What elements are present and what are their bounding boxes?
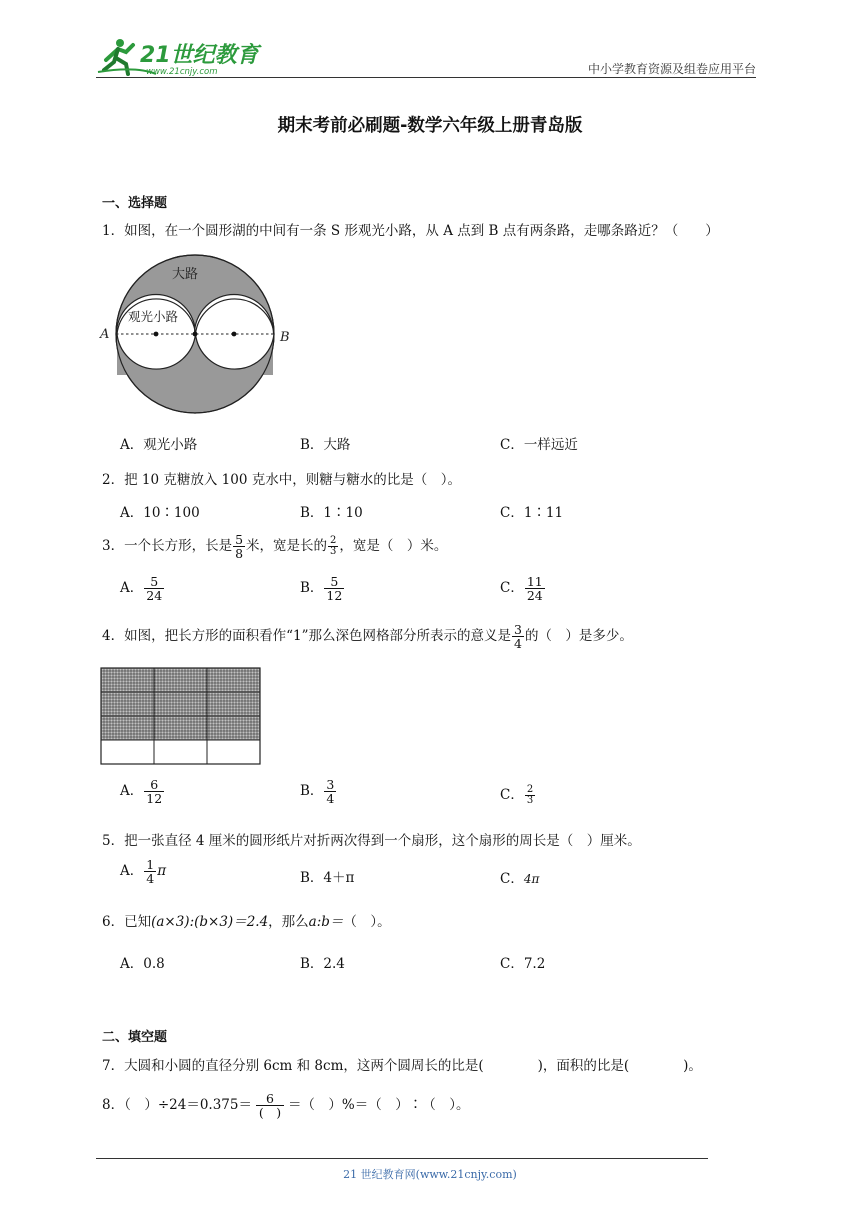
question-8: 8．（ ）÷24＝0.375＝ $\frac{6}{( )}$ ＝（ ）%＝（ ）∶（ ）。: [102, 1091, 470, 1121]
q4-option-a[interactable]: A． $\frac{6}{12}$: [120, 777, 163, 807]
fraction-six-over-blank: $\frac{6}{( )}$: [256, 1092, 284, 1119]
q2-option-b[interactable]: B．1∶10: [300, 505, 363, 521]
q3-option-b[interactable]: B． $\frac{5}{12}$: [300, 574, 343, 604]
q1-option-a[interactable]: A．观光小路: [120, 437, 198, 453]
fraction-ratio: $\frac{2}{3}$: [330, 534, 337, 558]
q3-option-a[interactable]: A． $\frac{5}{24}$: [120, 574, 163, 604]
footer-divider: [96, 1158, 708, 1159]
question-6: 6．已知(a×3):(b×3)＝2.4，那么a:b＝（ ）。: [102, 914, 391, 930]
runner-logo-icon: [96, 36, 266, 78]
question-4-grid-figure: [100, 667, 262, 766]
q1-option-b[interactable]: B．大路: [300, 437, 351, 453]
q6-option-c[interactable]: C．7.2: [500, 956, 546, 972]
q6-option-a[interactable]: A．0.8: [120, 956, 165, 972]
question-1-figure: [96, 250, 306, 418]
fraction-length: $\frac{5}{8}$: [235, 532, 244, 562]
question-4: 4．如图，把长方形的面积看作“1”那么深色网格部分所表示的意义是 $\frac{3}{4}$ 的（ ）是多少。: [102, 622, 633, 652]
section-heading-choice: 一、选择题: [102, 196, 168, 211]
q2-option-a[interactable]: A．10∶100: [120, 505, 200, 521]
label-point-a: A: [100, 327, 110, 342]
label-point-b: B: [280, 330, 290, 345]
q1-option-c[interactable]: C．一样远近: [500, 437, 578, 453]
page-title: 期末考前必刷题-数学六年级上册青岛版: [277, 116, 583, 136]
header-divider: [96, 77, 756, 78]
q5-option-b[interactable]: B．4＋π: [300, 870, 355, 886]
q3-option-c[interactable]: C． $\frac{11}{24}$: [500, 574, 543, 604]
section-heading-fill: 二、填空题: [102, 1030, 168, 1045]
logo: [96, 36, 266, 78]
q4-option-b[interactable]: B． $\frac{3}{4}$: [300, 777, 335, 807]
q4-option-c[interactable]: C． $\frac{2}{3}$: [500, 783, 534, 806]
shaded-region: [101, 668, 260, 740]
platform-name: 中小学教育资源及组卷应用平台: [587, 62, 756, 76]
svg-text:21世纪教育: 21世纪教育: [140, 43, 259, 68]
question-7: 7．大圆和小圆的直径分别 6cm 和 8cm，这两个圆周长的比是( )，面积的比是( )。: [102, 1058, 702, 1074]
expression-ab: a:b＝: [308, 914, 344, 930]
q5-option-c[interactable]: C．4π: [500, 871, 540, 887]
question-1: 1．如图，在一个圆形湖的中间有一条 S 形观光小路，从 A 点到 B 点有两条路，走哪条路近？（ ）: [102, 223, 719, 239]
q2-option-c[interactable]: C．1∶11: [500, 505, 564, 521]
q5-option-a[interactable]: A． $\frac{1}{4}$ π: [120, 857, 167, 887]
fraction-three-quarters: $\frac{3}{4}$: [513, 622, 522, 652]
label-small-road: 观光小路: [128, 309, 179, 324]
label-big-road: 大路: [172, 267, 199, 282]
expression-ratio: (a×3):(b×3)＝2.4: [151, 914, 269, 930]
footer-link[interactable]: 21 世纪教育网(www.21cnjy.com): [343, 1168, 517, 1181]
question-2: 2．把 10 克糖放入 100 克水中，则糖与糖水的比是（ ）。: [102, 472, 461, 488]
question-5: 5．把一张直径 4 厘米的圆形纸片对折两次得到一个扇形，这个扇形的周长是（ ）厘米。: [102, 833, 641, 849]
svg-text:www.21cnjy.com: www.21cnjy.com: [146, 67, 218, 77]
q6-option-b[interactable]: B．2.4: [300, 956, 345, 972]
question-3: 3．一个长方形，长是 $\frac{5}{8}$ 米，宽是长的 $\frac{2}{3}$ ，宽是（ ）米。: [102, 532, 448, 562]
